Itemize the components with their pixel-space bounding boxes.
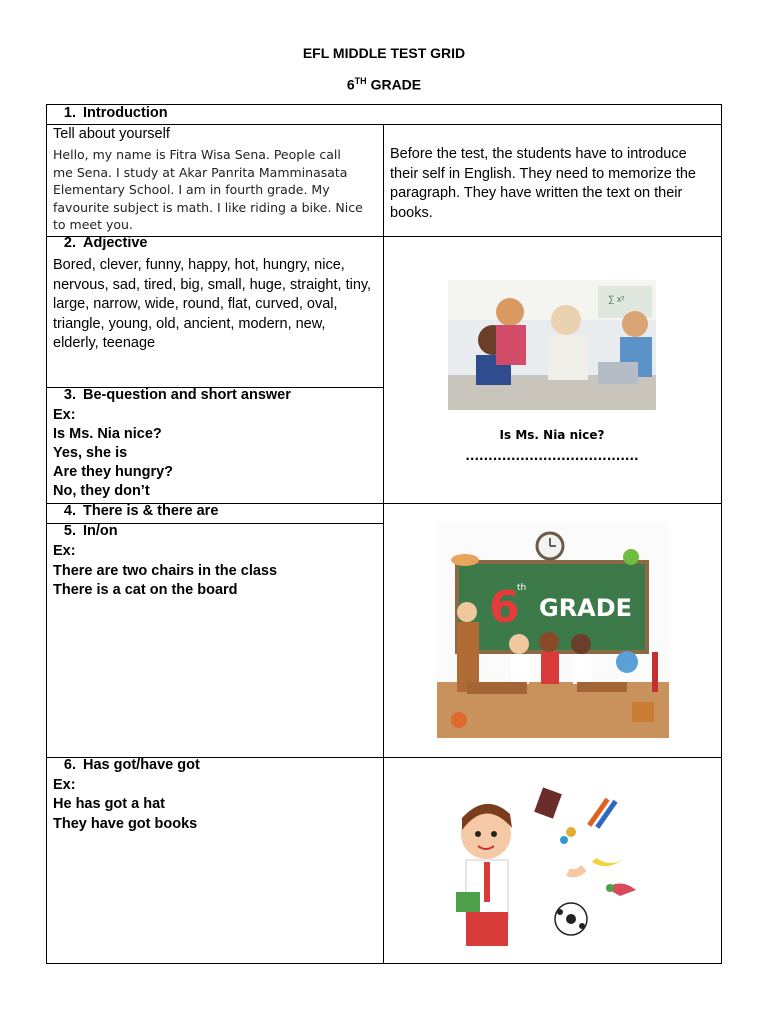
document-title: EFL MIDDLE TEST GRID (302, 45, 466, 61)
example-line: Is Ms. Nia nice? (53, 426, 162, 442)
example-label: Ex: (53, 543, 76, 559)
intro-note: Before the test, the students have to introduce their self in English. They need to memorize the paragraph. They have written the text on their books. (390, 146, 697, 221)
section-heading: 4. There is & there are (63, 503, 219, 519)
answer-blank: ...................................... (465, 449, 639, 463)
section-heading: 5. In/on (63, 523, 118, 539)
example-label: Ex: (53, 777, 76, 793)
board-sup: th (517, 583, 527, 593)
grade-title: 6TH GRADE (346, 76, 422, 93)
adjective-list: Bored, clever, funny, happy, hot, hungry, nice, nervous, sad, tired, big, small, huge, straight, tiny, large, narrow, wide, round, flat, curved, oval, triangle, young, old, ancient, modern, new, elderly, teenage (53, 257, 372, 351)
test-grid (46, 104, 722, 964)
example-line: They have got books (53, 816, 198, 832)
svg-text:∑ x²: ∑ x² (608, 294, 625, 304)
example-line: Yes, she is (53, 445, 128, 461)
boy-with-objects-illustration (456, 784, 636, 946)
sixth-grade-classroom-illustration (437, 522, 669, 738)
image-caption: Is Ms. Nia nice? (499, 428, 605, 442)
example-line: Are they hungry? (53, 464, 174, 480)
board-six: 6 (489, 582, 520, 633)
intro-prompt: Tell about yourself (53, 126, 170, 142)
section-heading: 2. Adjective (63, 235, 148, 251)
example-line: There are two chairs in the class (53, 563, 278, 579)
section-heading: 6. Has got/have got (63, 757, 200, 773)
example-line: No, they don’t (53, 483, 150, 499)
example-line: There is a cat on the board (53, 582, 238, 598)
intro-sample-text: Hello, my name is Fitra Wisa Sena. People call me Sena. I study at Akar Panrita Mamminasata Elementary School. I am in fourth grade. My favourite subject is math. I like riding a bike. Nice to meet you. (53, 147, 363, 232)
example-label: Ex: (53, 407, 76, 423)
section-heading: 3. Be-question and short answer (63, 387, 291, 403)
section-heading: 1. Introduction (63, 105, 168, 121)
board-grade: GRADE (539, 594, 633, 622)
example-line: He has got a hat (53, 796, 165, 812)
classroom-photo (448, 280, 656, 410)
